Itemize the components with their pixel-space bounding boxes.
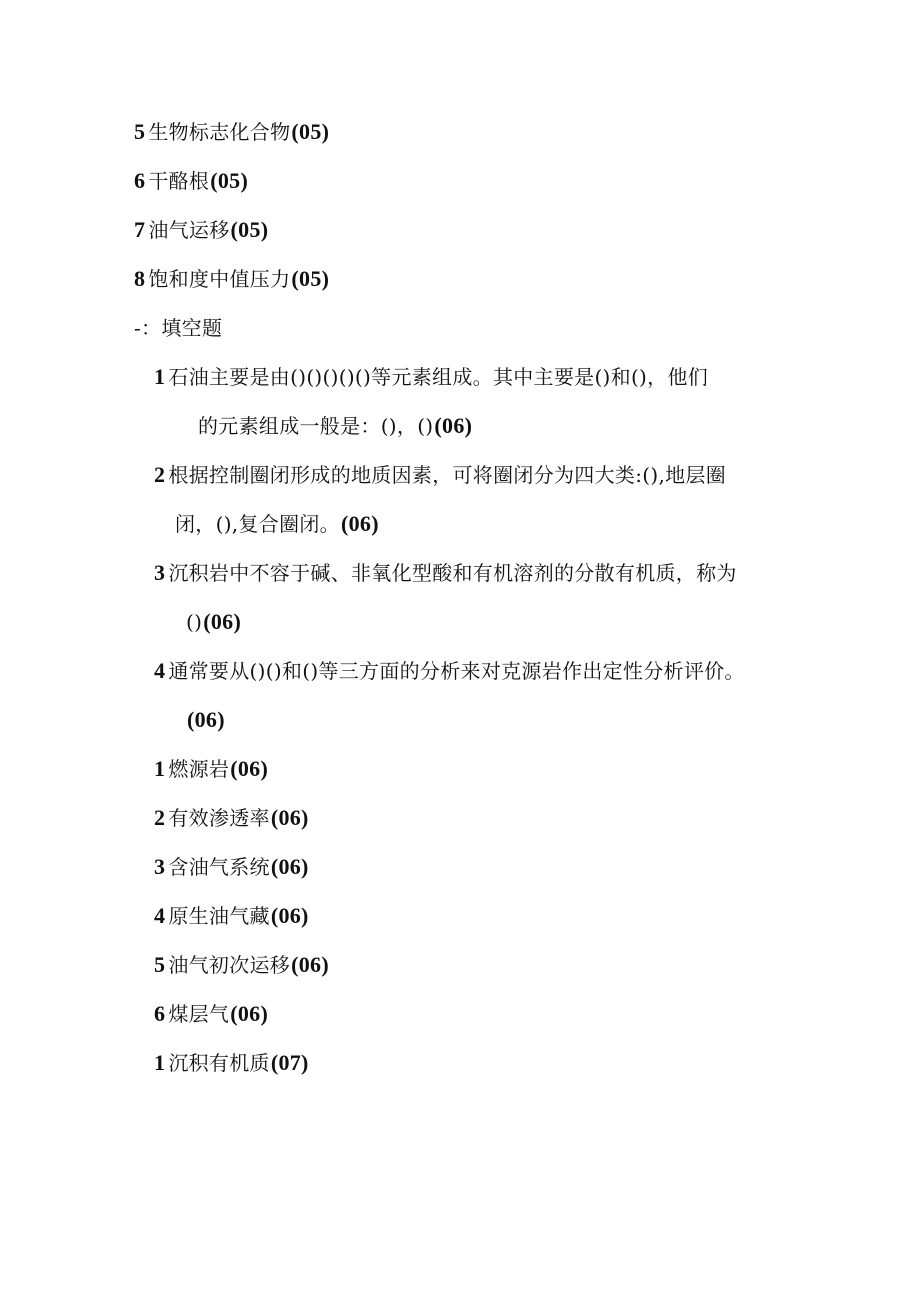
- question-text: (): [186, 610, 203, 634]
- question-code: (06): [340, 511, 379, 536]
- question-code: (06): [203, 609, 242, 634]
- term-text: 燃源岩: [168, 757, 230, 781]
- question-2-line-1: [154, 461, 726, 489]
- term-number: 6: [134, 168, 146, 193]
- term-code: (06): [230, 756, 269, 781]
- question-text: 根据控制圈闭形成的地质因素，可将圈闭分为四大类:(),地层圈: [168, 463, 727, 487]
- term-text: 生物标志化合物: [148, 120, 291, 144]
- term-number: 5: [154, 952, 166, 977]
- question-number: 1: [154, 364, 166, 389]
- term-item-5: [134, 118, 329, 146]
- term-number: 3: [154, 854, 166, 879]
- term-code: (06): [270, 854, 309, 879]
- term-item-7: [134, 216, 268, 244]
- question-text: 闭，(),复合圈闭。: [175, 512, 340, 536]
- term-text: 油气运移: [148, 218, 230, 242]
- term-item-b3: [154, 853, 309, 881]
- term-text: 油气初次运移: [168, 953, 291, 977]
- term-number: 6: [154, 1001, 166, 1026]
- term-item-b2: [154, 804, 309, 832]
- term-code: (06): [270, 903, 309, 928]
- term-code: (05): [210, 168, 249, 193]
- question-code: (06): [434, 413, 473, 438]
- term-text: 干酪根: [148, 169, 210, 193]
- question-code: (06): [187, 707, 225, 732]
- term-number: 8: [134, 266, 146, 291]
- term-number: 7: [134, 217, 146, 242]
- term-number: 2: [154, 805, 166, 830]
- term-number: 5: [134, 119, 146, 144]
- term-item-6: [134, 167, 248, 195]
- question-3-line-1: [154, 559, 737, 587]
- term-item-b7: [154, 1049, 309, 1077]
- term-text: 原生油气藏: [168, 904, 270, 928]
- question-text: 石油主要是由()()()()()等元素组成。其中主要是()和()，他们: [168, 365, 709, 389]
- term-item-b5: [154, 951, 329, 979]
- question-text: 的元素组成一般是：()，(): [198, 414, 434, 438]
- question-text: 沉积岩中不容于碱、非氧化型酸和有机溶剂的分散有机质，称为: [168, 561, 737, 585]
- term-item-8: [134, 265, 329, 293]
- question-number: 2: [154, 462, 166, 487]
- term-code: (05): [291, 119, 330, 144]
- term-item-b4: [154, 902, 309, 930]
- term-text: 有效渗透率: [168, 806, 270, 830]
- term-item-b1: [154, 755, 268, 783]
- term-code: (07): [270, 1050, 309, 1075]
- term-number: 4: [154, 903, 166, 928]
- question-number: 3: [154, 560, 166, 585]
- term-text: 含油气系统: [168, 855, 270, 879]
- question-2-line-2: [175, 510, 379, 538]
- question-1-line-1: [154, 363, 708, 391]
- term-number: 1: [154, 756, 166, 781]
- question-4-line-1: [154, 657, 745, 685]
- question-text: 通常要从()()和()等三方面的分析来对克源岩作出定性分析评价。: [168, 659, 745, 683]
- question-1-line-2: [198, 412, 472, 440]
- term-text: 煤层气: [168, 1002, 230, 1026]
- question-3-line-2: [186, 608, 241, 636]
- term-code: (06): [291, 952, 329, 977]
- term-text: 饱和度中值压力: [148, 267, 291, 291]
- term-number: 1: [154, 1050, 166, 1075]
- term-text: 沉积有机质: [168, 1051, 270, 1075]
- term-item-b6: [154, 1000, 268, 1028]
- term-code: (05): [291, 266, 330, 291]
- term-code: (05): [230, 217, 269, 242]
- term-code: (06): [270, 805, 309, 830]
- section-heading: -：填空题: [134, 316, 223, 340]
- question-number: 4: [154, 658, 166, 683]
- question-4-line-2: [186, 706, 225, 734]
- term-code: (06): [230, 1001, 269, 1026]
